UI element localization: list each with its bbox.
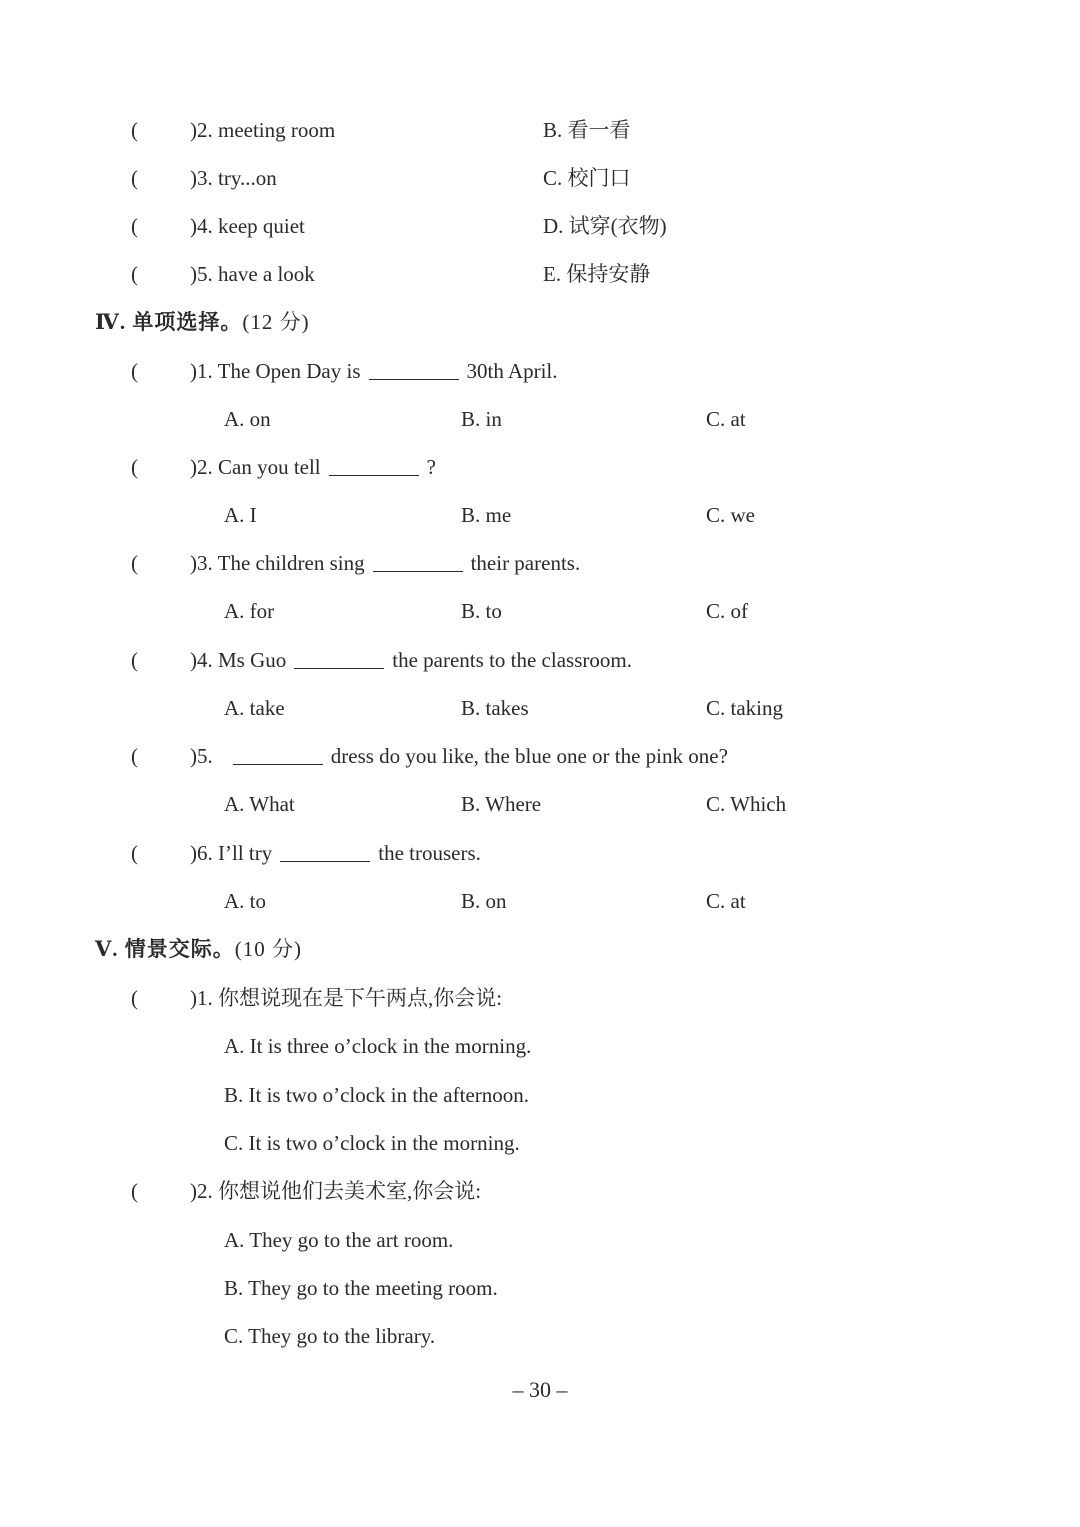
option-c: C. taking	[706, 696, 783, 720]
stem-text: )4. Ms Guo	[190, 648, 287, 672]
option-c: C. at	[706, 889, 746, 913]
answer-paren: (	[131, 262, 138, 286]
option-c: C. of	[706, 599, 748, 623]
section-heading	[0, 929, 1080, 969]
option-a: A. They go to the art room.	[224, 1228, 454, 1252]
stem-text: )1. The Open Day is	[190, 359, 361, 383]
question-stem	[0, 736, 1080, 776]
matching-term: )4. keep quiet	[190, 214, 305, 238]
answer-paren: (	[131, 118, 138, 142]
option-b: B. It is two o’clock in the afternoon.	[224, 1083, 530, 1107]
question-prompt: )2. 你想说他们去美术室,你会说:	[190, 1179, 482, 1203]
stem-text: the trousers.	[378, 841, 481, 865]
page-number: – 30 –	[512, 1377, 568, 1402]
option-line	[0, 1075, 1080, 1115]
option-b: B. on	[461, 889, 507, 913]
options-row	[0, 688, 1080, 728]
section-score: (10 分)	[234, 937, 303, 961]
answer-blank[interactable]	[373, 570, 463, 572]
option-c: C. Which	[706, 792, 787, 816]
option-a: A. take	[224, 696, 285, 720]
option-a: A. to	[224, 889, 266, 913]
option-a: A. I	[224, 503, 257, 527]
stem-text: ?	[426, 455, 436, 479]
matching-item	[0, 254, 1080, 294]
answer-blank[interactable]	[233, 763, 323, 765]
question-stem	[0, 351, 1080, 391]
stem-text: 30th April.	[466, 359, 558, 383]
stem-text: )5.	[190, 744, 213, 768]
matching-term: )3. try...on	[190, 166, 277, 190]
question-stem	[0, 1171, 1080, 1211]
matching-meaning: D. 试穿(衣物)	[543, 214, 667, 238]
question-stem	[0, 833, 1080, 873]
option-a: A. It is three o’clock in the morning.	[224, 1034, 532, 1058]
question-stem	[0, 447, 1080, 487]
matching-term: )5. have a look	[190, 262, 315, 286]
options-row	[0, 399, 1080, 439]
option-line	[0, 1026, 1080, 1066]
matching-meaning: B. 看一看	[543, 118, 631, 142]
answer-paren: (	[131, 1179, 138, 1203]
stem-text: dress do you like, the blue one or the pink one?	[330, 744, 728, 768]
section-title: Ⅴ. 情景交际。	[95, 937, 235, 961]
section-title: Ⅳ. 单项选择。	[95, 310, 243, 334]
option-c: C. It is two o’clock in the morning.	[224, 1131, 520, 1155]
stem-text: their parents.	[470, 551, 581, 575]
stem-text: the parents to the classroom.	[392, 648, 632, 672]
answer-paren: (	[131, 359, 138, 383]
stem-text: )2. Can you tell	[190, 455, 321, 479]
option-line	[0, 1220, 1080, 1260]
matching-item	[0, 110, 1080, 150]
answer-blank[interactable]	[369, 378, 459, 380]
option-b: B. to	[461, 599, 502, 623]
stem-text: )3. The children sing	[190, 551, 365, 575]
matching-item	[0, 206, 1080, 246]
option-c: C. They go to the library.	[224, 1324, 436, 1348]
answer-paren: (	[131, 455, 138, 479]
options-row	[0, 591, 1080, 631]
options-row	[0, 784, 1080, 824]
answer-blank[interactable]	[329, 474, 419, 476]
matching-term: )2. meeting room	[190, 118, 336, 142]
answer-paren: (	[131, 214, 138, 238]
option-line	[0, 1123, 1080, 1163]
section-heading	[0, 302, 1080, 342]
answer-paren: (	[131, 986, 138, 1010]
answer-paren: (	[131, 744, 138, 768]
question-stem	[0, 640, 1080, 680]
answer-blank[interactable]	[294, 667, 384, 669]
section-score: (12 分)	[242, 310, 310, 334]
option-c: C. at	[706, 407, 746, 431]
option-b: B. They go to the meeting room.	[224, 1276, 498, 1300]
page-number-row	[0, 1370, 1080, 1410]
options-row	[0, 881, 1080, 921]
matching-item	[0, 158, 1080, 198]
option-b: B. in	[461, 407, 502, 431]
option-b: B. Where	[461, 792, 542, 816]
question-prompt: )1. 你想说现在是下午两点,你会说:	[190, 986, 503, 1010]
option-a: A. What	[224, 792, 295, 816]
options-row	[0, 495, 1080, 535]
option-a: A. on	[224, 407, 271, 431]
stem-text: )6. I’ll try	[190, 841, 273, 865]
answer-blank[interactable]	[280, 860, 370, 862]
answer-paren: (	[131, 551, 138, 575]
option-a: A. for	[224, 599, 275, 623]
question-stem	[0, 978, 1080, 1018]
option-c: C. we	[706, 503, 755, 527]
matching-meaning: C. 校门口	[543, 166, 631, 190]
matching-meaning: E. 保持安静	[543, 262, 651, 286]
answer-paren: (	[131, 166, 138, 190]
answer-paren: (	[131, 841, 138, 865]
option-line	[0, 1316, 1080, 1356]
option-b: B. me	[461, 503, 512, 527]
option-line	[0, 1268, 1080, 1308]
question-stem	[0, 543, 1080, 583]
option-b: B. takes	[461, 696, 529, 720]
answer-paren: (	[131, 648, 138, 672]
